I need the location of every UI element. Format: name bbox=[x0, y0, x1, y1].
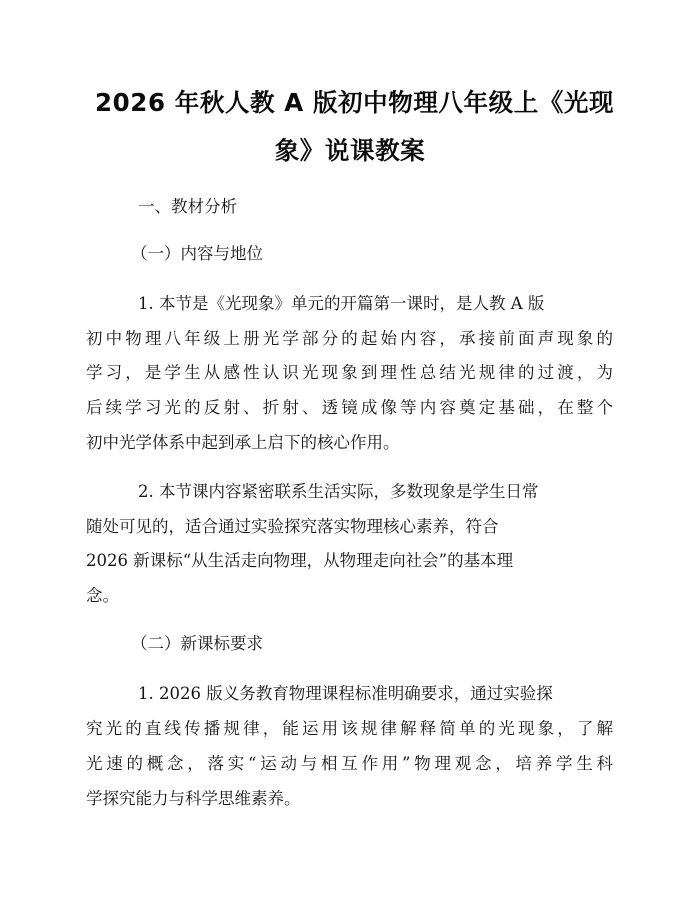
subsection-heading-curriculum-requirements: （二）新课标要求 bbox=[131, 634, 263, 653]
paragraph-2-line-1: 2. 本节课内容紧密联系生活实际，多数现象是学生日常 bbox=[138, 482, 539, 501]
paragraph-1-line-4: 后续学习光的反射、折射、透镜成像等内容奠定基础，在整个 bbox=[86, 398, 613, 417]
paragraph-3-line-1: 1. 2026 版义务教育物理课程标准明确要求，通过实验探 bbox=[138, 684, 553, 703]
subsection-heading-content-position: （一）内容与地位 bbox=[131, 244, 263, 263]
paragraph-3-line-2: 究光的直线传播规律，能运用该规律解释简单的光现象，了解 bbox=[86, 719, 613, 738]
paragraph-3-line-4: 学探究能力与科学思维素养。 bbox=[86, 789, 301, 808]
paragraph-1-line-2: 初中物理八年级上册光学部分的起始内容，承接前面声现象的 bbox=[86, 329, 613, 348]
section-heading-materials-analysis: 一、教材分析 bbox=[138, 197, 237, 216]
paragraph-1-line-5: 初中光学体系中起到承上启下的核心作用。 bbox=[86, 433, 400, 452]
paragraph-2-line-4: 念。 bbox=[86, 586, 119, 605]
document-title-line-2: 象》说课教案 bbox=[274, 136, 426, 165]
paragraph-2-line-2: 随处可见的，适合通过实验探究落实物理核心素养，符合 bbox=[86, 517, 499, 536]
paragraph-1-line-3: 学习，是学生从感性认识光现象到理性总结光规律的过渡，为 bbox=[86, 363, 613, 382]
document-title-line-1: 2026 年秋人教 A 版初中物理八年级上《光现 bbox=[95, 88, 615, 117]
paragraph-2-line-3: 2026 新课标“从生活走向物理，从物理走向社会”的基本理 bbox=[86, 551, 514, 570]
paragraph-3-line-3: 光速的概念，落实“运动与相互作用”物理观念，培养学生科 bbox=[86, 754, 613, 773]
paragraph-1-line-1: 1. 本节是《光现象》单元的开篇第一课时，是人教 A 版 bbox=[138, 294, 545, 313]
